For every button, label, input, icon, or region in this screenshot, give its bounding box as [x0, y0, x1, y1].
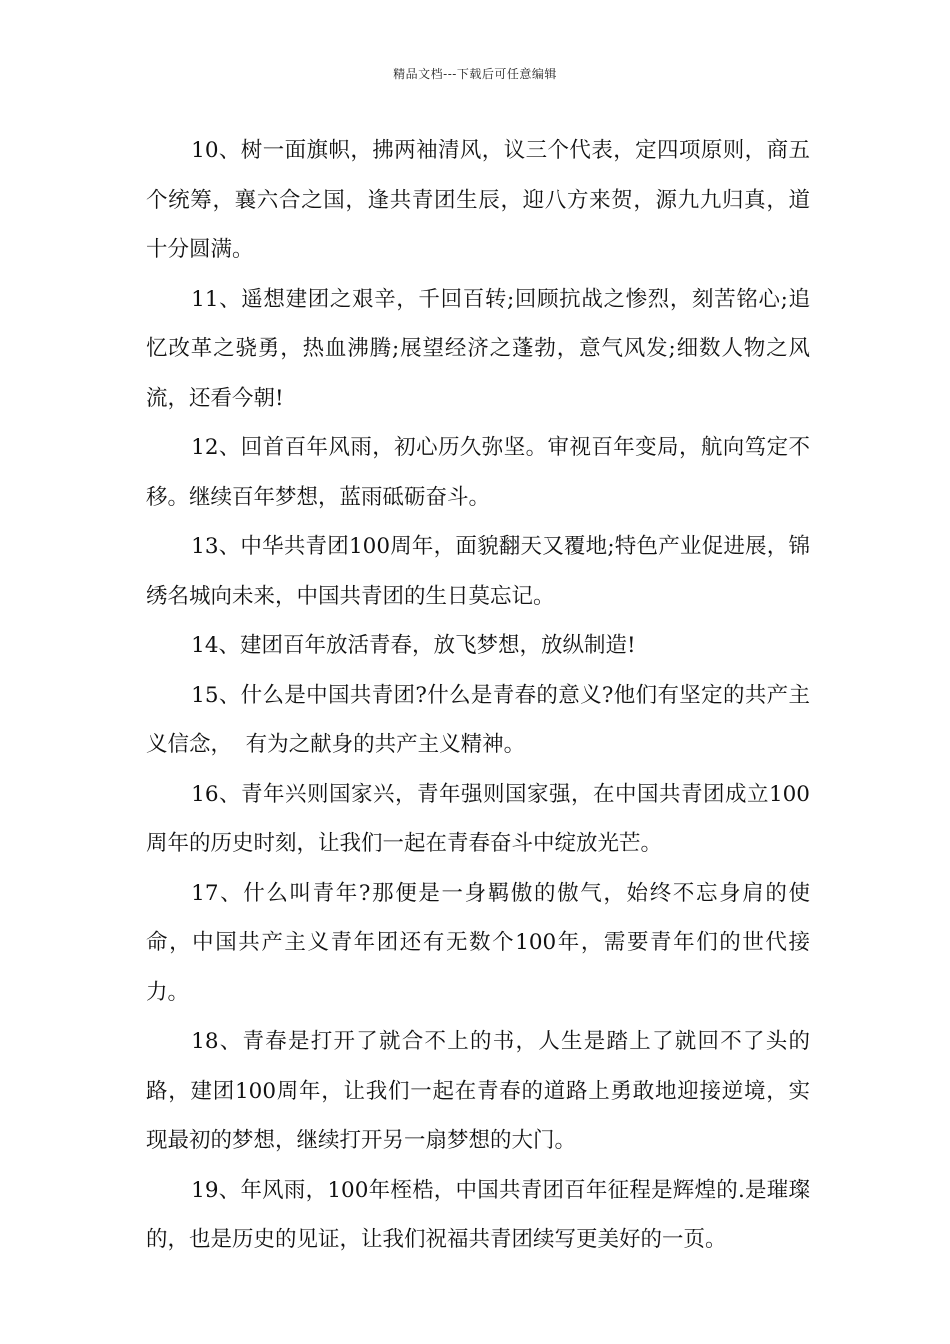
page-header: 精品文档---下载后可任意编辑 — [393, 67, 557, 81]
paragraph-11: 11、遥想建团之艰辛，千回百转;回顾抗战之惨烈，刻苦铭心;追忆改革之骁勇，热血沸腾;展望经济之蓬勃，意气风发;细数人物之风流，还看今朝! — [146, 286, 810, 411]
paragraph-13: 13、中华共青团100周年，面貌翻天又覆地;特色产业促进展，锦绣名城向未来，中国共青团的生日莫忘记。 — [146, 534, 810, 609]
paragraph-12: 12、回首百年风雨，初心历久弥坚。审视百年变局，航向笃定不移。继续百年梦想，蓝雨砥砺奋斗。 — [146, 435, 810, 510]
paragraph-18: 18、青春是打开了就合不上的书，人生是踏上了就回不了头的路，建团100周年，让我们一起在青春的道路上勇敢地迎接逆境，实现最初的梦想，继续打开另一扇梦想的大门。 — [146, 1029, 810, 1153]
paragraph-17: 17、什么叫青年?那便是一身羁傲的傲气，始终不忘身肩的使命，中国共产主义青年团还有无数个100年，需要青年们的世代接力。 — [146, 880, 810, 1005]
document-body — [146, 126, 810, 1265]
paragraph-15: 15、什么是中国共青团?什么是青春的意义?他们有坚定的共产主义信念， 有为之献身的共产主义精神。 — [146, 682, 810, 757]
paragraph-10: 10、树一面旗帜，拂两袖清风，议三个代表，定四项原则，商五个统筹，襄六合之国，逢共青团生辰，迎八方来贺，源九九归真，道十分圆满。 — [146, 138, 810, 262]
paragraph-14: 14、建团百年放活青春，放飞梦想，放纵制造! — [191, 633, 636, 658]
paragraph-16: 16、青年兴则国家兴，青年强则国家强，在中国共青团成立100周年的历史时刻，让我们一起在青春奋斗中绽放光芒。 — [146, 781, 810, 856]
paragraph-19: 19、年风雨，100年桎梏，中国共青团百年征程是辉煌的.是璀璨的，也是历史的见证，让我们祝福共青团续写更美好的一页。 — [146, 1177, 810, 1252]
